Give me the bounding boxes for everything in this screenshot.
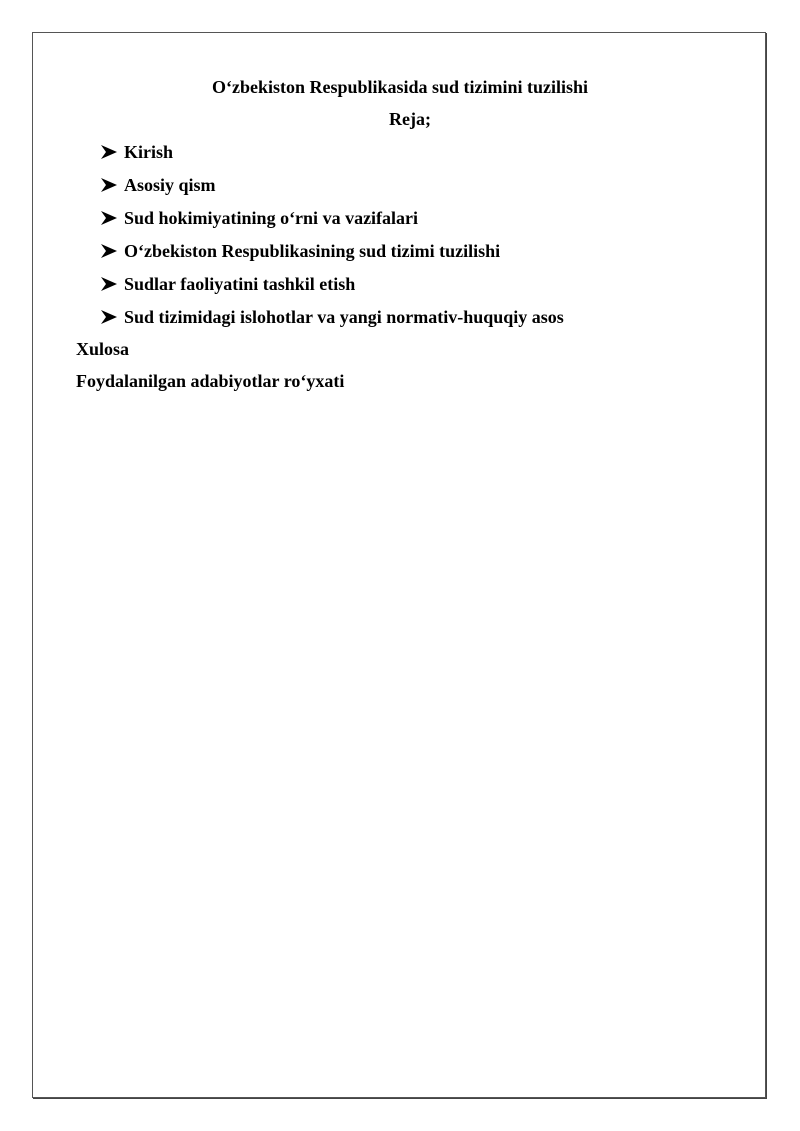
plan-item-label: Sudlar faoliyatini tashkil etish (124, 274, 356, 294)
plan-item-label: Sud hokimiyatining oʻrni va vazifalari (124, 208, 419, 228)
arrow-bullet-icon (100, 177, 118, 193)
plan-heading: Reja; (389, 109, 431, 129)
document-title: Oʻzbekiston Respublikasida sud tizimini tuzilishi (211, 77, 589, 97)
plan-item-label: Oʻzbekiston Respublikasining sud tizimi tuzilishi (124, 241, 501, 261)
arrow-bullet-icon (100, 276, 118, 292)
arrow-bullet-icon (100, 144, 118, 160)
conclusion-heading: Xulosa (76, 339, 130, 359)
plan-item-label: Sud tizimidagi islohotlar va yangi normativ-huquqiy asos (124, 307, 564, 327)
arrow-bullet-icon (100, 210, 118, 226)
arrow-bullet-icon (100, 309, 118, 325)
arrow-bullet-icon (100, 243, 118, 259)
plan-item-label: Kirish (124, 142, 174, 162)
plan-item-label: Asosiy qism (124, 175, 216, 195)
references-heading: Foydalanilgan adabiyotlar roʻyxati (76, 371, 345, 391)
